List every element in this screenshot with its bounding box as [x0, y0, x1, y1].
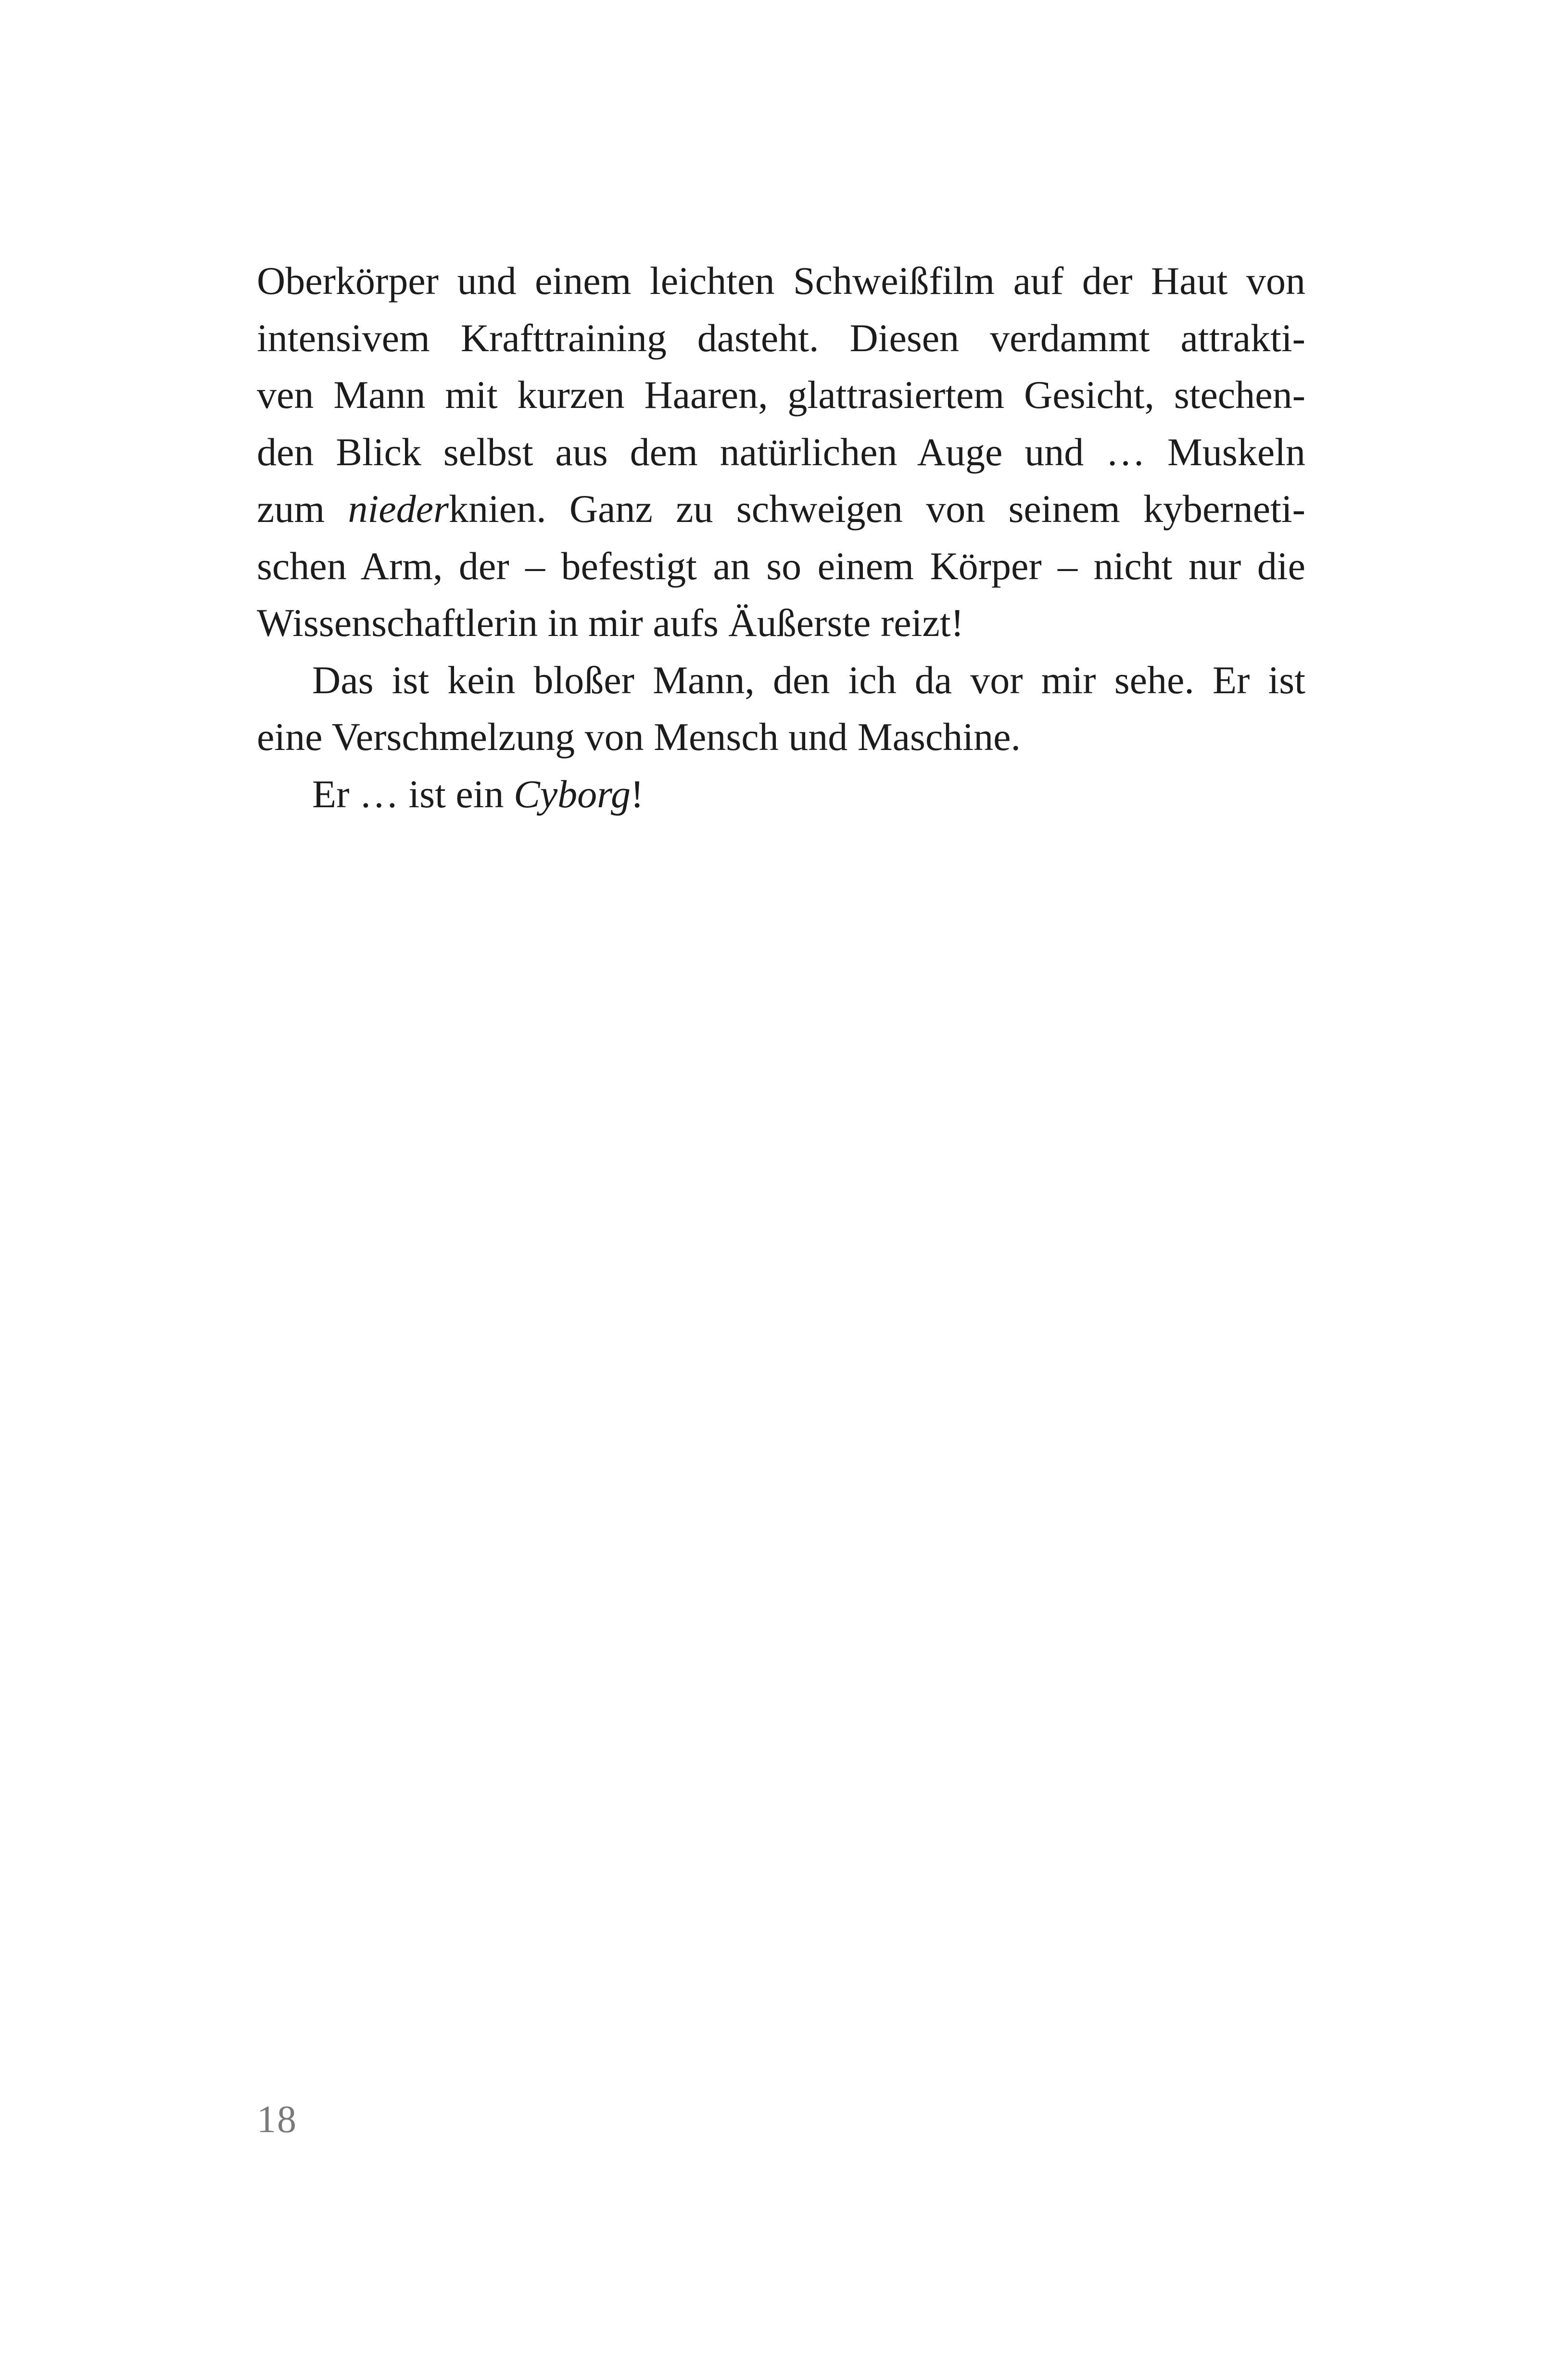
text-run: Das ist kein bloßer Mann, den ich da vor mir sehe. Er ist [312, 658, 1305, 702]
paragraph [257, 253, 1305, 652]
text-run: knien. Ganz zu schweigen von seinem kyberneti- [448, 487, 1305, 531]
text-run: Oberkörper und einem leichten Schweißfilm auf der Haut von [257, 259, 1305, 303]
text-line [257, 595, 1305, 652]
page-number: 18 [257, 2098, 297, 2141]
text-run: den Blick selbst aus dem natürlichen Auge und … Muskeln [257, 430, 1305, 474]
text-line [257, 652, 1305, 709]
body-text [257, 253, 1305, 823]
text-run: zum [257, 487, 348, 531]
text-run: Wissenschaftlerin in mir aufs Äußerste reizt! [257, 601, 964, 645]
text-line [257, 709, 1305, 766]
italic-text: Cyborg [514, 772, 631, 816]
text-run: eine Verschmelzung von Mensch und Maschine. [257, 715, 1021, 759]
text-run: intensivem Krafttraining dasteht. Diesen verdammt attrakti- [257, 316, 1305, 360]
text-line [257, 424, 1305, 481]
text-line [257, 481, 1305, 538]
text-line [257, 367, 1305, 424]
text-line [257, 253, 1305, 310]
text-run: ! [631, 772, 644, 816]
text-run: schen Arm, der – befestigt an so einem Körper – nicht nur die [257, 544, 1305, 588]
text-run: ven Mann mit kurzen Haaren, glattrasiertem Gesicht, stechen- [257, 373, 1305, 417]
italic-text: nieder [348, 487, 449, 531]
text-line [257, 538, 1305, 595]
text-line [257, 766, 1305, 823]
text-line [257, 310, 1305, 367]
paragraph [257, 766, 1305, 823]
text-run: Er … ist ein [312, 772, 514, 816]
paragraph [257, 652, 1305, 766]
